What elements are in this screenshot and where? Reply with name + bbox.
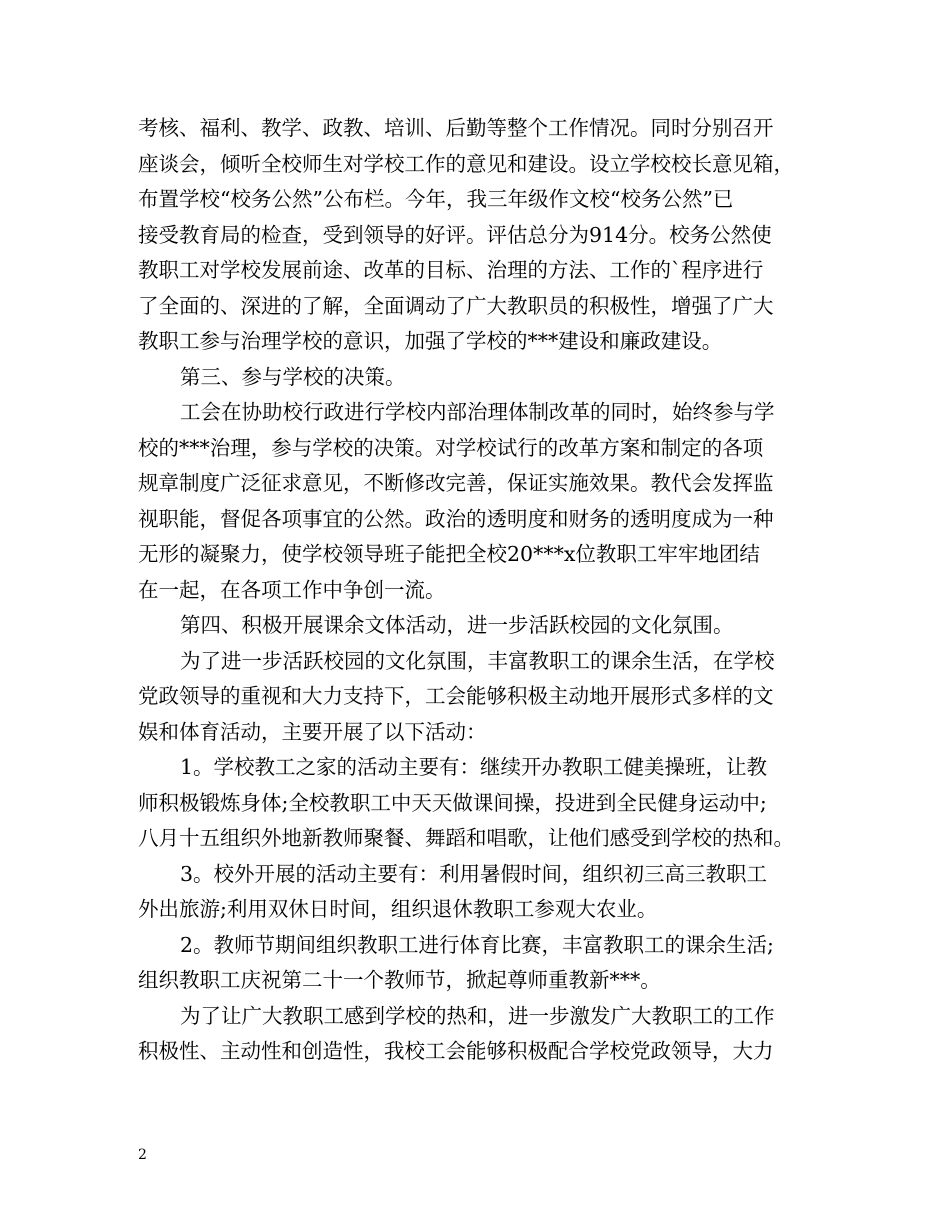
- text-line: 了全面的、深进的了解，全面调动了广大教职员的积极性，增强了广大: [138, 293, 774, 318]
- text-line: 为了进一步活跃校园的文化氛围，丰富教职工的课余生活，在学校: [180, 648, 775, 673]
- text-line: 2。教师节期间组织教职工进行体育比赛，丰富教职工的课余生活;: [180, 932, 774, 957]
- text-line: 考核、福利、教学、政教、培训、后勤等整个工作情况。同时分别召开: [138, 116, 774, 140]
- text-line: 第三、参与学校的决策。: [180, 364, 406, 389]
- text-line: 师积极锻炼身体;全校教职工中天天做课间操，投进到全民健身运动中;: [138, 790, 767, 815]
- text-line: 党政领导的重视和大力支持下，工会能够积极主动地开展形式多样的文: [138, 684, 774, 708]
- text-line: 积极性、主动性和创造性，我校工会能够积极配合学校党政领导，大力: [138, 1039, 774, 1063]
- text-line: 在一起，在各项工作中争创一流。: [138, 577, 446, 602]
- page-number: 2: [138, 1147, 147, 1163]
- text-line: 座谈会，倾听全校师生对学校工作的意见和建设。设立学校校长意见箱，: [138, 151, 794, 176]
- text-line: 教职工参与治理学校的意识，加强了学校的***建设和廉政建设。: [138, 329, 723, 353]
- text-line: 八月十五组织外地新教师聚餐、舞蹈和唱歌，让他们感受到学校的热和。: [138, 826, 794, 850]
- text-line: 无形的凝聚力，使学校领导班子能把全校20***x位教职工牢牢地团结: [138, 542, 760, 566]
- text-line: 第四、积极开展课余文体活动，进一步活跃校园的文化氛围。: [180, 613, 734, 637]
- text-line: 视职能，督促各项事宜的公然。政治的透明度和财务的透明度成为一种: [138, 506, 774, 531]
- text-line: 校的***治理，参与学校的决策。对学校试行的改革方案和制定的各项: [138, 435, 764, 460]
- document-body: [138, 111, 818, 1070]
- text-line: 1。学校教工之家的活动主要有：继续开办教职工健美操班，让教: [180, 755, 768, 779]
- text-line: 3。校外开展的活动主要有：利用暑假时间，组织初三高三教职工: [180, 861, 768, 886]
- text-line: 接受教育局的检查，受到领导的好评。评估总分为914分。校务公然使: [138, 222, 772, 247]
- text-line: 教职工对学校发展前途、改革的目标、治理的方法、工作的`程序进行: [138, 258, 764, 282]
- text-line: 工会在协助校行政进行学校内部治理体制改革的同时，始终参与学: [180, 400, 775, 424]
- text-line: 为了让广大教职工感到学校的热和，进一步激发广大教职工的工作: [180, 1003, 775, 1028]
- text-line: 外出旅游;利用双休日时间，组织退休教职工参观大农业。: [138, 897, 658, 921]
- text-line: 布置学校“校务公然”公布栏。今年，我三年级作文校“校务公然”已: [138, 187, 734, 211]
- text-line: 组织教职工庆祝第二十一个教师节，掀起尊师重教新***。: [138, 968, 661, 992]
- text-line: 规章制度广泛征求意见，不断修改完善，保证实施效果。教代会发挥监: [138, 471, 774, 495]
- text-line: 娱和体育活动，主要开展了以下活动：: [138, 719, 487, 744]
